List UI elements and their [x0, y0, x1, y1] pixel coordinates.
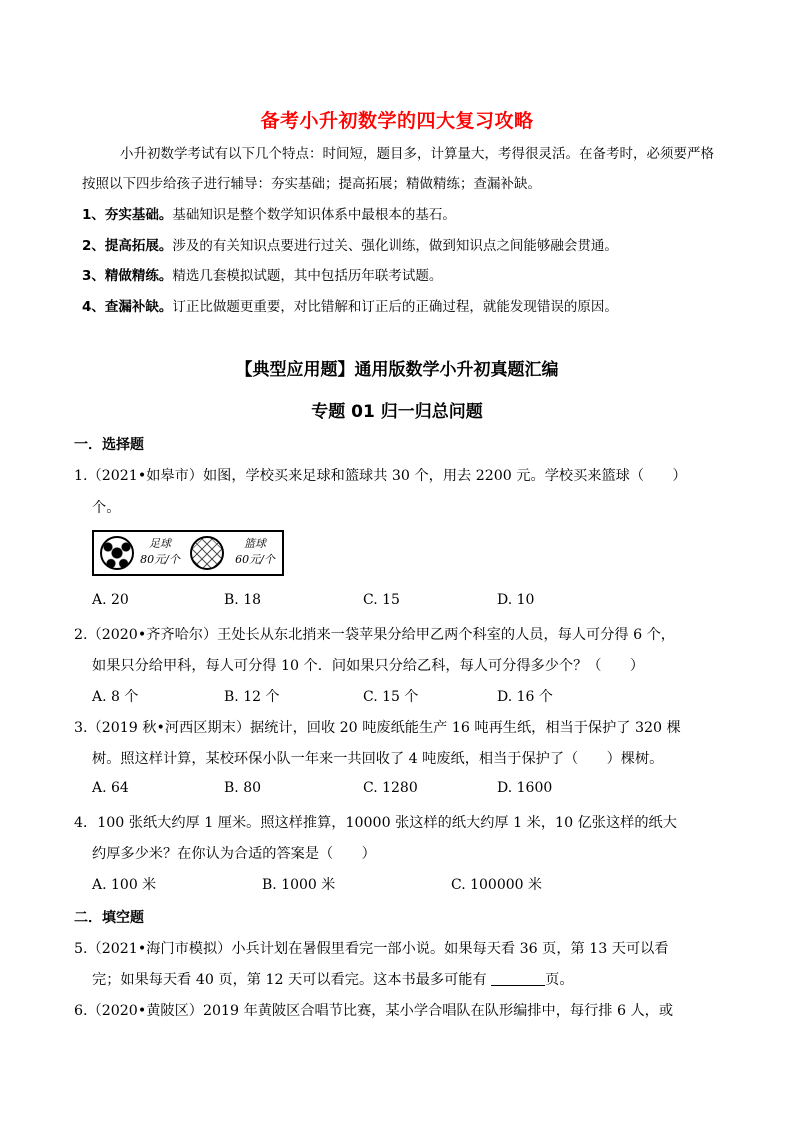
- section-heading-choice: 一．选择题: [74, 437, 144, 453]
- question-5-line2: [92, 969, 574, 989]
- question-1-line1: 1.（2021•如皋市）如图，学校买来足球和篮球共 30 个，用去 2200 元。学校买来篮球（ ）: [74, 468, 687, 484]
- question-2-line1: 2.（2020•齐齐哈尔）王处长从东北捎来一袋苹果分给甲乙两个科室的人员，每人可分得 6 个，: [74, 627, 675, 643]
- document-title: 【典型应用题】通用版数学小升初真题汇编: [235, 360, 559, 380]
- question-4-line1: 4．100 张纸大约厚 1 厘米。照这样推算，10000 张这样的纸大约厚 1 米，10 亿张这样的纸大: [74, 815, 677, 831]
- tip-label: 提高拓展。: [104, 238, 173, 254]
- question-1-option-c: C. 15: [363, 592, 400, 608]
- tip-number: 1、: [82, 207, 105, 223]
- question-3-line1: 3.（2019 秋•河西区期末）据统计，回收 20 吨废纸能生产 16 吨再生纸，相当于保护了 320 棵: [74, 720, 681, 736]
- football-price: 80元/个: [140, 553, 180, 566]
- question-4-line2: 约厚多少米？在你认为合适的答案是（ ）: [92, 846, 376, 862]
- tip-item: [82, 266, 442, 286]
- section-heading-fill-blank: 二．填空题: [74, 910, 144, 926]
- question-2-line2: 如果只分给甲科，每人可分得 10 个．问如果只分给乙科，每人可分得多少个？（ ）: [92, 658, 645, 674]
- tip-text: 订正比做题更重要，对比错解和订正后的正确过程，就能发现错误的原因。: [172, 299, 618, 315]
- tip-item: [82, 297, 618, 317]
- question-2-option-d: D. 16 个: [497, 689, 553, 705]
- tip-label: 夯实基础。: [104, 207, 173, 223]
- question-5-text: 完；如果每天看 40 页，第 12 天可以看完。这本书最多可能有: [92, 972, 492, 988]
- intro-paragraph-line1: 小升初数学考试有以下几个特点：时间短，题目多，计算量大，考得很灵活。在备考时，必须要严格: [120, 146, 714, 162]
- basketball-price: 60元/个: [235, 553, 275, 566]
- tip-text: 精选几套模拟试题，其中包括历年联考试题。: [172, 268, 443, 284]
- question-3-option-c: C. 1280: [363, 780, 418, 796]
- question-3-option-b: B. 80: [224, 780, 262, 796]
- document-subtitle: 专题 01 归一归总问题: [311, 402, 483, 422]
- answer-blank[interactable]: [491, 971, 545, 986]
- tip-label: 查漏补缺。: [104, 299, 173, 315]
- intro-title: 备考小升初数学的四大复习攻略: [260, 110, 534, 132]
- tip-label: 精做精练。: [104, 268, 173, 284]
- question-1-option-a: A. 20: [92, 592, 129, 608]
- question-3-line2: 树。照这样计算，某校环保小队一年来一共回收了 4 吨废纸，相当于保护了（ ）棵树。: [92, 751, 664, 767]
- tip-number: 4、: [82, 299, 105, 315]
- question-3-option-a: A. 64: [92, 780, 129, 796]
- tip-item: [82, 236, 618, 256]
- basketball-name: 篮球: [244, 537, 266, 550]
- question-5-line1: 5.（2021•海门市模拟）小兵计划在暑假里看完一部小说。如果每天看 36 页，第 13 天可以看: [74, 941, 669, 957]
- question-1-option-d: D. 10: [497, 592, 535, 608]
- question-1-option-b: B. 18: [224, 592, 262, 608]
- tip-number: 2、: [82, 238, 105, 254]
- ball-price-figure: [92, 530, 284, 576]
- football-name: 足球: [149, 537, 171, 550]
- question-6-line1: 6.（2020•黄陂区）2019 年黄陂区合唱节比赛，某小学合唱队在队形编排中，每行排 6 人，或: [74, 1003, 674, 1019]
- basketball-icon: [190, 536, 224, 570]
- tip-number: 3、: [82, 268, 105, 284]
- intro-paragraph-line2: 按照以下四步给孩子进行辅导：夯实基础；提高拓展；精做精练；查漏补缺。: [82, 176, 541, 192]
- question-4-option-b: B. 1000 米: [262, 877, 336, 893]
- tip-text: 基础知识是整个数学知识体系中最根本的基石。: [172, 207, 456, 223]
- tip-item: [82, 205, 456, 225]
- question-3-option-d: D. 1600: [497, 780, 553, 796]
- question-4-option-a: A. 100 米: [92, 877, 157, 893]
- football-icon: [100, 536, 134, 570]
- question-2-option-c: C. 15 个: [363, 689, 419, 705]
- tip-text: 涉及的有关知识点要进行过关、强化训练，做到知识点之间能够融会贯通。: [172, 238, 618, 254]
- question-5-unit: 页。: [545, 972, 574, 988]
- question-2-option-a: A. 8 个: [92, 689, 139, 705]
- question-4-option-c: C. 100000 米: [451, 877, 543, 893]
- question-1-line2: 个。: [92, 500, 121, 516]
- question-2-option-b: B. 12 个: [224, 689, 280, 705]
